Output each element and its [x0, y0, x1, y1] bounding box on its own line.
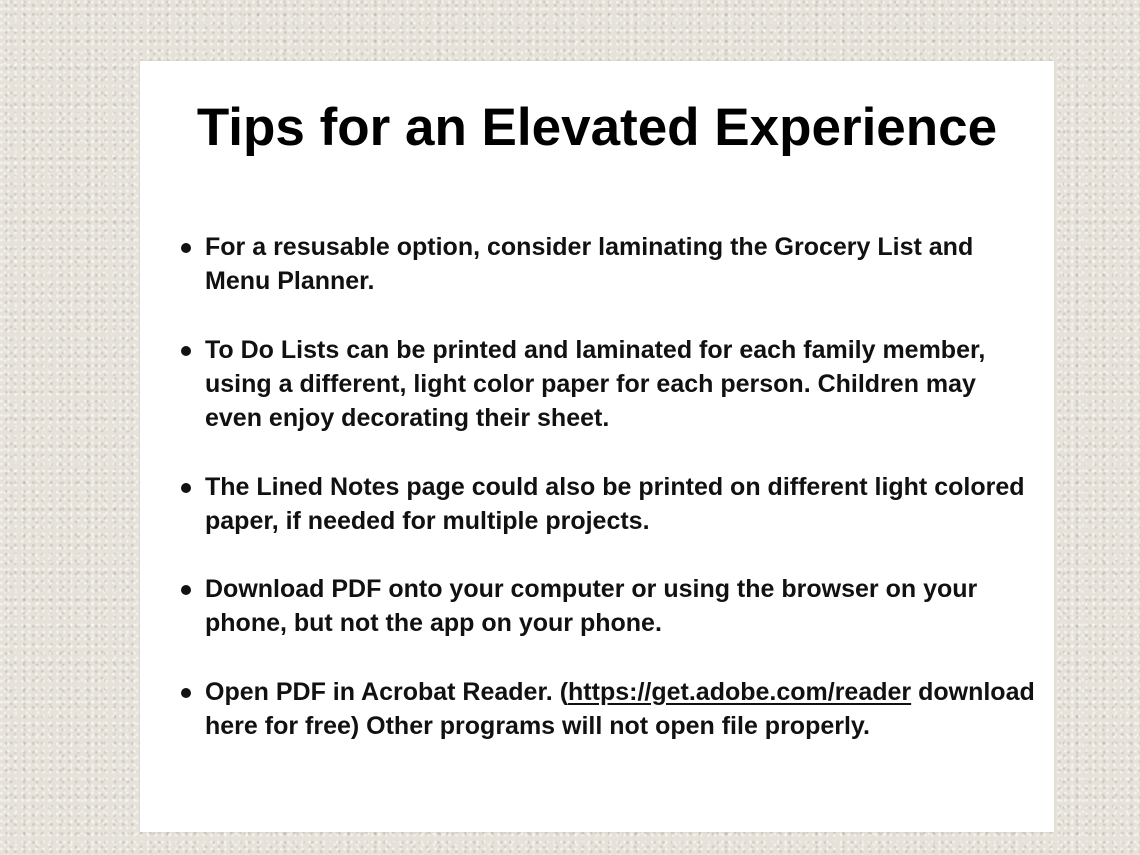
bullet-icon	[181, 585, 191, 595]
bullet-icon	[181, 346, 191, 356]
tip-text: Download PDF onto your computer or using the browser on your phone, but not the app on your phone.	[205, 575, 978, 637]
tip-text: For a resusable option, consider laminating the Grocery List and Menu Planner.	[205, 233, 974, 295]
page-title: Tips for an Elevated Experience	[196, 98, 998, 157]
content-card	[140, 61, 1054, 832]
tip-item	[205, 230, 1035, 298]
bullet-icon	[181, 688, 191, 698]
tip-text-after: download here for free) Other programs will not open file properly.	[205, 678, 1035, 740]
tip-item	[205, 572, 1035, 640]
tip-item	[205, 470, 1035, 538]
tip-item	[205, 675, 1035, 743]
tip-text: The Lined Notes page could also be printed on different light colored paper, if needed for multiple projects.	[205, 473, 1025, 535]
tip-item	[205, 333, 1035, 435]
adobe-reader-link[interactable]: https://get.adobe.com/reader	[568, 678, 912, 706]
bullet-icon	[181, 483, 191, 493]
bullet-icon	[181, 243, 191, 253]
tip-text: To Do Lists can be printed and laminated for each family member, using a different, light color paper for each person. Children may even enjoy decorating their sheet.	[205, 336, 986, 432]
tip-text-before: Open PDF in Acrobat Reader. (	[205, 678, 569, 706]
